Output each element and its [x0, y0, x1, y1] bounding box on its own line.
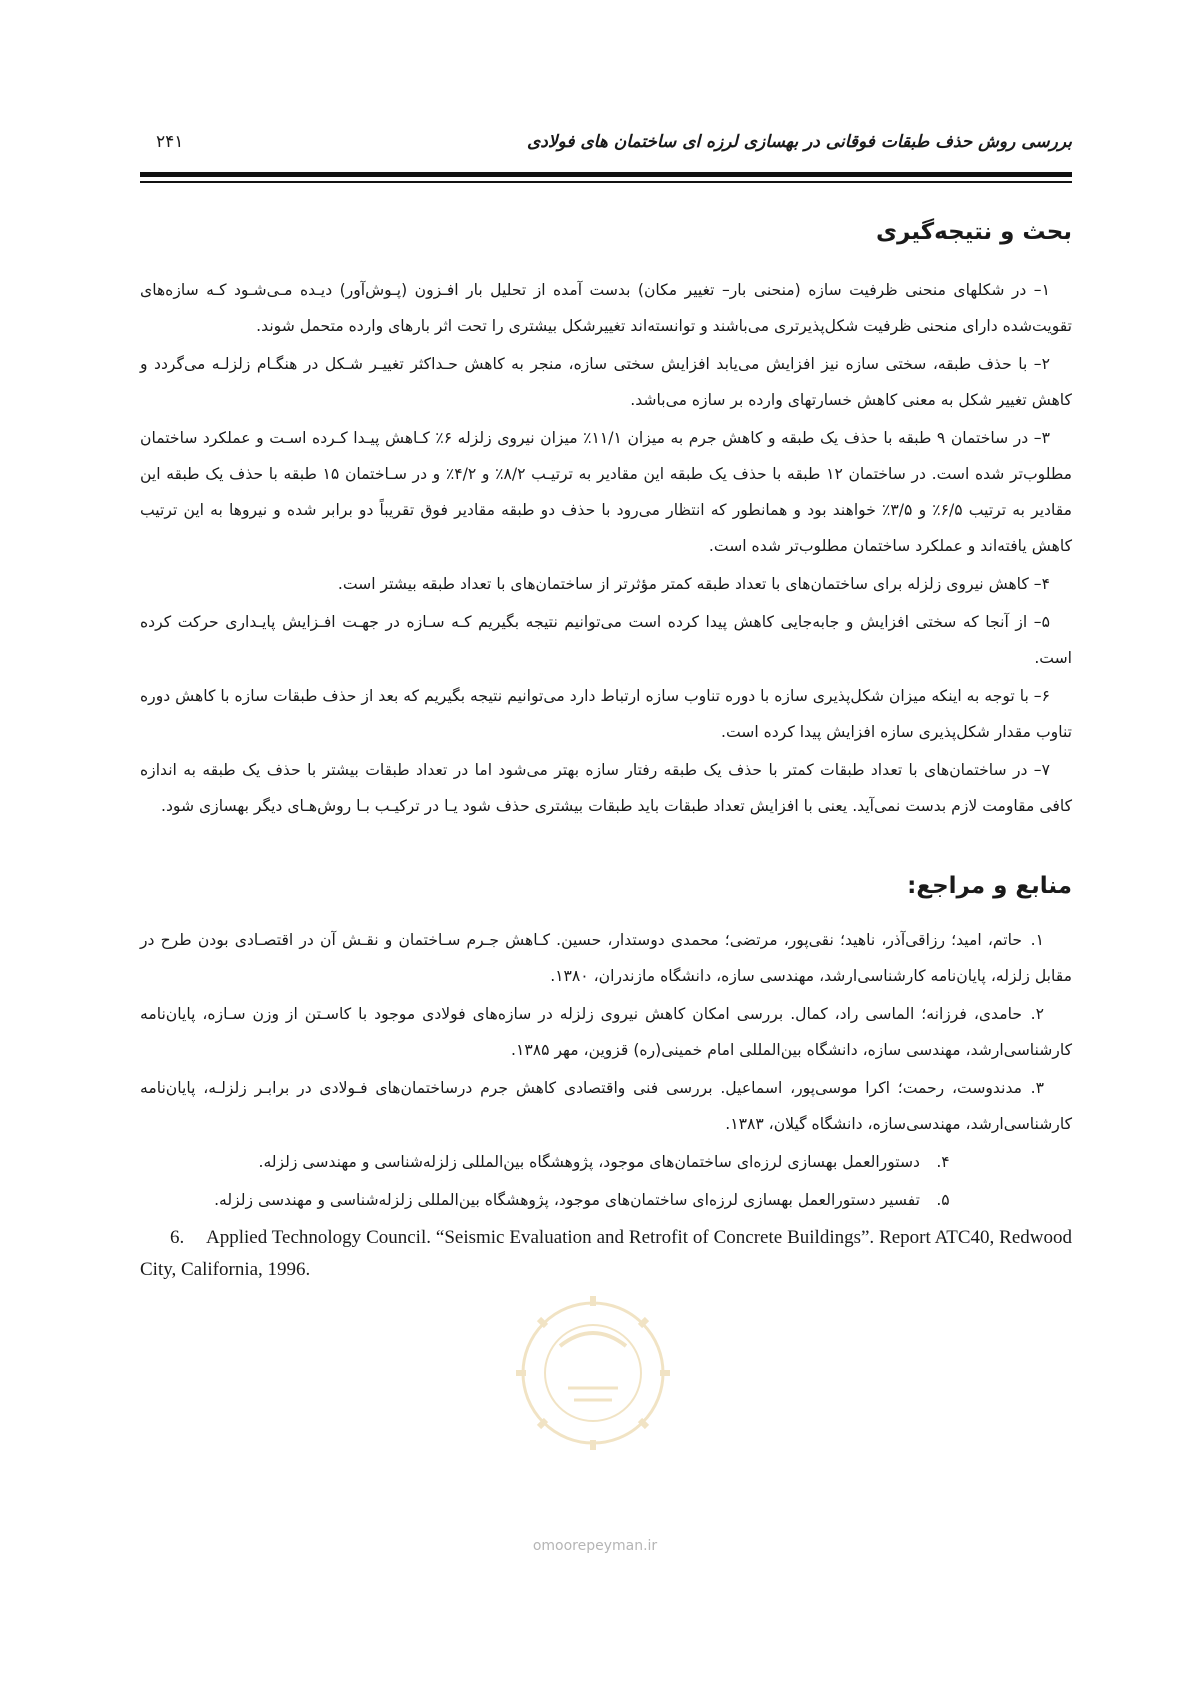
reference-text: حاتم، امید؛ رزاقی‌آذر، ناهید؛ نقی‌پور، مرتضی؛ محمدی دوستدار، حسین. کـاهش جـرم سـاختمان و نقـش آن در اقتصـادی بودن طرح در مقابل زلزله، پایان‌نامه کارشناسی‌ارشد، مهندسی سازه، دانشگاه مازندران، ۱۳۸۰.	[140, 931, 1072, 985]
reference-item	[140, 1144, 1072, 1180]
reference-item-english	[140, 1222, 1072, 1286]
watermark-site: omoorepeyman.ir	[532, 1538, 658, 1554]
reference-text: تفسیر دستورالعمل بهسازی لرزه‌ای ساختمان‌های موجود، پژوهشگاه بین‌المللی زلزله‌شناسی و مهندسی زلزله.	[214, 1191, 920, 1209]
discussion-heading: بحث و نتیجه‌گیری	[876, 219, 1072, 245]
watermark-logo	[508, 1288, 678, 1458]
discussion-paragraph: ۶– با توجه به اینکه میزان شکل‌پذیری سازه با دوره تناوب سازه ارتباط دارد می‌توانیم نتیجه بگیریم که بعد از حذف طبقات سازه با کاهش دوره تناوب مقدار شکل‌پذیری سازه افزایش پیدا کرده است.	[140, 687, 1072, 741]
header-rule-thin	[140, 181, 1072, 183]
header-rule-thick	[140, 172, 1072, 177]
watermark-base-lines	[568, 1388, 618, 1400]
discussion-paragraph: ۵– از آنجا که سختی افزایش و جابه‌جایی کاهش پیدا کرده است می‌توانیم نتیجه بگیریم کـه سـازه در جهـت افـزایش پایـداری حرکت کرده است.	[140, 613, 1072, 667]
discussion-paragraph: ۴– کاهش نیروی زلزله برای ساختمان‌های با تعداد طبقه کمتر مؤثرتر از ساختمان‌های با تعداد طبقه بیشتر است.	[337, 575, 1050, 593]
body-content	[140, 212, 1072, 1305]
reference-number: ۱.	[1030, 931, 1044, 949]
reference-number: ۳.	[1030, 1079, 1044, 1097]
running-title: بررسی روش حذف طبقات فوقانی در بهسازی لرزه ای ساختمان های فولادی	[526, 132, 1072, 152]
reference-item	[140, 996, 1072, 1068]
watermark-gear-teeth	[516, 1296, 670, 1450]
page-number: ۲۴۱	[156, 132, 184, 152]
reference-number: ۴.	[936, 1153, 950, 1171]
running-header	[140, 132, 1072, 166]
reference-text: Applied Technology Council. “Seismic Evaluation and Retrofit of Concrete Buildings”. Report ATC40, Redwood City, California, 1996.	[140, 1227, 1072, 1280]
reference-text: حامدی، فرزانه؛ الماسی راد، کمال. بررسی امکان کاهش نیروی زلزله در سازه‌های فولادی موجود با کاسـتن از وزن سـازه، پایان‌نامه کارشناسی‌ارشد، مهندسی سازه، دانشگاه بین‌المللی امام خمینی(ره) قزوین، مهر ۱۳۸۵.	[140, 1005, 1072, 1059]
discussion-paragraph: ۷– در ساختمان‌های با تعداد طبقات کمتر با حذف یک طبقه رفتار سازه بهتر می‌شود اما در تعداد طبقات بیشتر با حذف یک طبقه به اندازه کافی مقاومت لازم بدست نمی‌آید. یعنی با افزایش تعداد طبقات باید طبقات بیشتری حذف شود یـا در ترکیـب بـا روش‌هـای دیگر بهسازی شود.	[140, 761, 1072, 815]
watermark-ring-inner	[545, 1325, 641, 1421]
watermark-script-stroke	[560, 1333, 626, 1346]
reference-text: مدندوست، رحمت؛ اکرا موسی‌پور، اسماعیل. بررسی فنی واقتصادی کاهش جرم درساختمان‌های فـولادی در برابـر زلزلـه، پایان‌نامه کارشناسی‌ارشد، مهندسی‌سازه، دانشگاه گیلان، ۱۳۸۳.	[140, 1079, 1072, 1133]
discussion-paragraph: ۳– در ساختمان ۹ طبقه با حذف یک طبقه و کاهش جرم به میزان ۱۱/۱٪ میزان نیروی زلزله ۶٪ کـاهش پیـدا کـرده اسـت و عملکرد ساختمان مطلوب‌تر شده است. در ساختمان ۱۲ طبقه با حذف یک طبقه این مقادیر به ترتیـب ۸/۲٪ و ۴/۲٪ و در سـاختمان ۱۵ طبقه با حذف یک طبقه این مقادیر به ترتیب ۶/۵٪ و ۳/۵٪ خواهند بود و همانطور که انتظار می‌رود با حذف دو طبقه مقادیر فوق تقریباً دو برابر شده و نیروها به این ترتیب کاهش یافته‌اند و عملکرد ساختمان مطلوب‌تر شده است.	[140, 429, 1072, 555]
reference-item	[140, 922, 1072, 994]
reference-number: ۲.	[1030, 1005, 1044, 1023]
discussion-paragraph: ۱– در شکلهای منحنی ظرفیت سازه (منحنی بار– تغییر مکان) بدست آمده از تحلیل بار افـزون (پـوش‌آور) دیـده مـی‌شـود کـه سازه‌های تقویت‌شده دارای منحنی ظرفیت شکل‌پذیرتری می‌باشند و توانسته‌اند تغییرشکل بیشتری را تحت اثر بارهای وارده متحمل شوند.	[140, 281, 1072, 335]
reference-item	[140, 1070, 1072, 1142]
reference-number: 6.	[170, 1227, 185, 1248]
discussion-paragraph: ۲– با حذف طبقه، سختی سازه نیز افزایش می‌یابد افزایش سختی سازه، منجر به کاهش حـداکثر تغییـر شـکل در هنگـام زلزلـه می‌گردد و کاهش تغییر شکل به معنی کاهش خسارتهای وارده بر سازه می‌باشد.	[140, 355, 1072, 409]
reference-number: ۵.	[936, 1191, 950, 1209]
references-heading: منابع و مراجع:	[907, 873, 1072, 899]
reference-text: دستورالعمل بهسازی لرزه‌ای ساختمان‌های موجود، پژوهشگاه بین‌المللی زلزله‌شناسی و مهندسی زلزله.	[258, 1153, 920, 1171]
reference-item	[140, 1182, 1072, 1218]
